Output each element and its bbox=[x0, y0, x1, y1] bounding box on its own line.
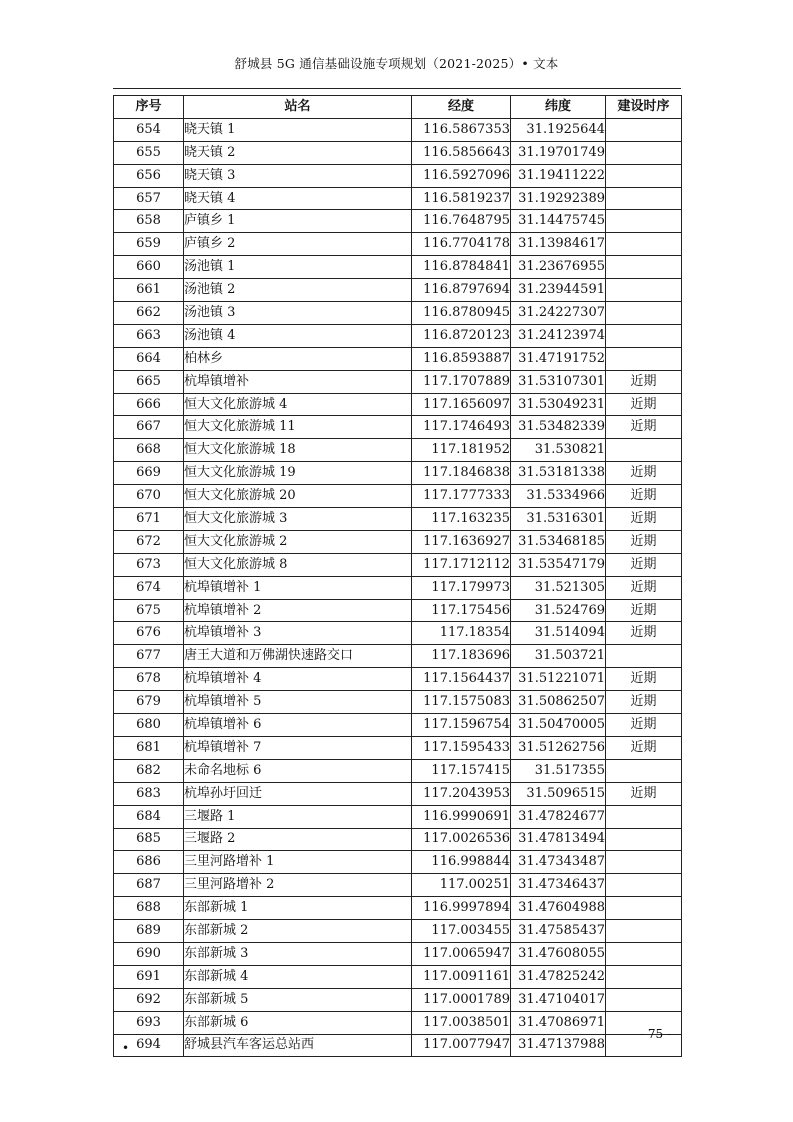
cell-phase bbox=[606, 874, 682, 897]
cell-site-name: 晓天镇 3 bbox=[184, 164, 412, 187]
cell-phase: 近期 bbox=[606, 553, 682, 576]
cell-phase bbox=[606, 118, 682, 141]
cell-phase bbox=[606, 187, 682, 210]
cell-site-name: 恒大文化旅游城 4 bbox=[184, 393, 412, 416]
table-row bbox=[114, 347, 682, 370]
cell-latitude: 31.14475745 bbox=[511, 210, 606, 233]
table-row bbox=[114, 1034, 682, 1057]
table-row bbox=[114, 485, 682, 508]
cell-number: 660 bbox=[114, 256, 184, 279]
cell-phase: 近期 bbox=[606, 508, 682, 531]
cell-phase bbox=[606, 851, 682, 874]
cell-phase bbox=[606, 141, 682, 164]
cell-latitude: 31.47137988 bbox=[511, 1034, 606, 1057]
cell-latitude: 31.23944591 bbox=[511, 279, 606, 302]
table-row bbox=[114, 324, 682, 347]
cell-number: 688 bbox=[114, 897, 184, 920]
cell-site-name: 恒大文化旅游城 8 bbox=[184, 553, 412, 576]
cell-longitude: 116.5856643 bbox=[412, 141, 511, 164]
cell-number: 682 bbox=[114, 759, 184, 782]
table-row bbox=[114, 920, 682, 943]
cell-site-name: 汤池镇 4 bbox=[184, 324, 412, 347]
cell-phase: 近期 bbox=[606, 393, 682, 416]
table-row bbox=[114, 439, 682, 462]
cell-number: 670 bbox=[114, 485, 184, 508]
cell-site-name: 恒大文化旅游城 18 bbox=[184, 439, 412, 462]
cell-number: 687 bbox=[114, 874, 184, 897]
table-row bbox=[114, 508, 682, 531]
cell-site-name: 三堰路 1 bbox=[184, 805, 412, 828]
cell-latitude: 31.51221071 bbox=[511, 668, 606, 691]
table-row bbox=[114, 233, 682, 256]
cell-longitude: 117.1656097 bbox=[412, 393, 511, 416]
cell-longitude: 117.1564437 bbox=[412, 668, 511, 691]
header-rule bbox=[113, 88, 681, 89]
cell-phase: 近期 bbox=[606, 714, 682, 737]
cell-latitude: 31.521305 bbox=[511, 576, 606, 599]
cell-longitude: 117.1596754 bbox=[412, 714, 511, 737]
cell-number: 676 bbox=[114, 622, 184, 645]
cell-latitude: 31.19411222 bbox=[511, 164, 606, 187]
table-row bbox=[114, 622, 682, 645]
cell-phase bbox=[606, 233, 682, 256]
cell-latitude: 31.47086971 bbox=[511, 1011, 606, 1034]
cell-phase: 近期 bbox=[606, 622, 682, 645]
cell-longitude: 116.5819237 bbox=[412, 187, 511, 210]
cell-number: 680 bbox=[114, 714, 184, 737]
table-row bbox=[114, 805, 682, 828]
footer-mark: • bbox=[122, 1041, 130, 1055]
page-number: - 75 - bbox=[640, 1027, 672, 1041]
cell-longitude: 116.5867353 bbox=[412, 118, 511, 141]
cell-longitude: 117.0091161 bbox=[412, 965, 511, 988]
cell-phase: 近期 bbox=[606, 530, 682, 553]
cell-site-name: 杭埠镇增补 3 bbox=[184, 622, 412, 645]
cell-number: 659 bbox=[114, 233, 184, 256]
cell-number: 663 bbox=[114, 324, 184, 347]
cell-number: 685 bbox=[114, 828, 184, 851]
table-row bbox=[114, 576, 682, 599]
cell-phase bbox=[606, 828, 682, 851]
cell-site-name: 恒大文化旅游城 3 bbox=[184, 508, 412, 531]
table-row bbox=[114, 942, 682, 965]
cell-longitude: 117.1636927 bbox=[412, 530, 511, 553]
cell-latitude: 31.47604988 bbox=[511, 897, 606, 920]
cell-longitude: 116.9997894 bbox=[412, 897, 511, 920]
cell-longitude: 117.183696 bbox=[412, 645, 511, 668]
table-header-row bbox=[114, 96, 682, 119]
cell-phase bbox=[606, 759, 682, 782]
cell-latitude: 31.53181338 bbox=[511, 462, 606, 485]
cell-latitude: 31.47825242 bbox=[511, 965, 606, 988]
table-row bbox=[114, 668, 682, 691]
cell-site-name: 晓天镇 1 bbox=[184, 118, 412, 141]
cell-phase: 近期 bbox=[606, 485, 682, 508]
cell-phase bbox=[606, 347, 682, 370]
cell-site-name: 汤池镇 2 bbox=[184, 279, 412, 302]
cell-number: 692 bbox=[114, 988, 184, 1011]
cell-longitude: 117.0026536 bbox=[412, 828, 511, 851]
cell-phase: 近期 bbox=[606, 599, 682, 622]
cell-latitude: 31.514094 bbox=[511, 622, 606, 645]
cell-number: 657 bbox=[114, 187, 184, 210]
site-table bbox=[113, 95, 682, 1057]
table-row bbox=[114, 714, 682, 737]
cell-longitude: 117.1712112 bbox=[412, 553, 511, 576]
cell-number: 668 bbox=[114, 439, 184, 462]
table-row bbox=[114, 256, 682, 279]
cell-site-name: 恒大文化旅游城 11 bbox=[184, 416, 412, 439]
page-header: 舒城县 5G 通信基础设施专项规划（2021-2025）• 文本 bbox=[234, 56, 559, 71]
cell-site-name: 杭埠镇增补 4 bbox=[184, 668, 412, 691]
cell-number: 693 bbox=[114, 1011, 184, 1034]
cell-site-name: 东部新城 2 bbox=[184, 920, 412, 943]
cell-phase bbox=[606, 920, 682, 943]
cell-number: 681 bbox=[114, 736, 184, 759]
cell-site-name: 恒大文化旅游城 2 bbox=[184, 530, 412, 553]
cell-latitude: 31.47191752 bbox=[511, 347, 606, 370]
table-row bbox=[114, 691, 682, 714]
cell-longitude: 117.1595433 bbox=[412, 736, 511, 759]
cell-phase bbox=[606, 942, 682, 965]
table-row bbox=[114, 874, 682, 897]
table-row bbox=[114, 965, 682, 988]
cell-longitude: 116.8784841 bbox=[412, 256, 511, 279]
cell-site-name: 杭埠镇增补 6 bbox=[184, 714, 412, 737]
cell-number: 672 bbox=[114, 530, 184, 553]
cell-latitude: 31.5096515 bbox=[511, 782, 606, 805]
cell-phase: 近期 bbox=[606, 576, 682, 599]
cell-longitude: 117.157415 bbox=[412, 759, 511, 782]
cell-longitude: 117.1777333 bbox=[412, 485, 511, 508]
col-header-longitude: 经度 bbox=[412, 96, 511, 119]
cell-number: 666 bbox=[114, 393, 184, 416]
table-body bbox=[114, 118, 682, 1057]
cell-number: 683 bbox=[114, 782, 184, 805]
cell-longitude: 116.8797694 bbox=[412, 279, 511, 302]
cell-site-name: 东部新城 3 bbox=[184, 942, 412, 965]
table-row bbox=[114, 645, 682, 668]
col-header-phase: 建设时序 bbox=[606, 96, 682, 119]
cell-longitude: 116.8593887 bbox=[412, 347, 511, 370]
cell-latitude: 31.19701749 bbox=[511, 141, 606, 164]
cell-number: 679 bbox=[114, 691, 184, 714]
cell-latitude: 31.19292389 bbox=[511, 187, 606, 210]
cell-longitude: 117.163235 bbox=[412, 508, 511, 531]
cell-phase: 近期 bbox=[606, 668, 682, 691]
table-row bbox=[114, 279, 682, 302]
cell-site-name: 杭埠镇增补 1 bbox=[184, 576, 412, 599]
cell-number: 658 bbox=[114, 210, 184, 233]
cell-longitude: 117.0001789 bbox=[412, 988, 511, 1011]
cell-longitude: 117.1575083 bbox=[412, 691, 511, 714]
cell-phase: 近期 bbox=[606, 736, 682, 759]
table-row bbox=[114, 599, 682, 622]
cell-latitude: 31.13984617 bbox=[511, 233, 606, 256]
cell-phase bbox=[606, 439, 682, 462]
cell-longitude: 116.5927096 bbox=[412, 164, 511, 187]
cell-number: 691 bbox=[114, 965, 184, 988]
table-row bbox=[114, 828, 682, 851]
col-header-site-name: 站名 bbox=[184, 96, 412, 119]
cell-number: 673 bbox=[114, 553, 184, 576]
cell-site-name: 东部新城 4 bbox=[184, 965, 412, 988]
table-row bbox=[114, 736, 682, 759]
cell-latitude: 31.23676955 bbox=[511, 256, 606, 279]
cell-number: 669 bbox=[114, 462, 184, 485]
table-row bbox=[114, 851, 682, 874]
cell-phase: 近期 bbox=[606, 370, 682, 393]
table-row bbox=[114, 118, 682, 141]
cell-number: 662 bbox=[114, 302, 184, 325]
cell-longitude: 117.1846838 bbox=[412, 462, 511, 485]
cell-site-name: 庐镇乡 1 bbox=[184, 210, 412, 233]
cell-site-name: 舒城县汽车客运总站西 bbox=[184, 1034, 412, 1057]
cell-phase bbox=[606, 256, 682, 279]
cell-latitude: 31.47608055 bbox=[511, 942, 606, 965]
cell-latitude: 31.24227307 bbox=[511, 302, 606, 325]
table-row bbox=[114, 393, 682, 416]
cell-latitude: 31.47813494 bbox=[511, 828, 606, 851]
table-row bbox=[114, 530, 682, 553]
table-row bbox=[114, 302, 682, 325]
table-row bbox=[114, 1011, 682, 1034]
table-row bbox=[114, 988, 682, 1011]
cell-site-name: 三里河路增补 2 bbox=[184, 874, 412, 897]
table-row bbox=[114, 897, 682, 920]
cell-number: 690 bbox=[114, 942, 184, 965]
cell-phase: 近期 bbox=[606, 782, 682, 805]
cell-number: 677 bbox=[114, 645, 184, 668]
cell-latitude: 31.50470005 bbox=[511, 714, 606, 737]
cell-number: 665 bbox=[114, 370, 184, 393]
cell-longitude: 116.7648795 bbox=[412, 210, 511, 233]
cell-number: 661 bbox=[114, 279, 184, 302]
cell-latitude: 31.47824677 bbox=[511, 805, 606, 828]
cell-longitude: 116.8780945 bbox=[412, 302, 511, 325]
cell-latitude: 31.1925644 bbox=[511, 118, 606, 141]
cell-number: 655 bbox=[114, 141, 184, 164]
table-row bbox=[114, 187, 682, 210]
cell-latitude: 31.53482339 bbox=[511, 416, 606, 439]
cell-latitude: 31.53547179 bbox=[511, 553, 606, 576]
cell-phase bbox=[606, 965, 682, 988]
cell-latitude: 31.5334966 bbox=[511, 485, 606, 508]
cell-latitude: 31.47585437 bbox=[511, 920, 606, 943]
cell-number: 678 bbox=[114, 668, 184, 691]
cell-longitude: 117.0038501 bbox=[412, 1011, 511, 1034]
cell-site-name: 杭埠镇增补 2 bbox=[184, 599, 412, 622]
cell-phase: 近期 bbox=[606, 462, 682, 485]
cell-longitude: 116.7704178 bbox=[412, 233, 511, 256]
cell-site-name: 唐王大道和万佛湖快速路交口 bbox=[184, 645, 412, 668]
cell-longitude: 117.0065947 bbox=[412, 942, 511, 965]
cell-site-name: 杭埠镇增补 5 bbox=[184, 691, 412, 714]
cell-latitude: 31.53468185 bbox=[511, 530, 606, 553]
cell-phase: 近期 bbox=[606, 691, 682, 714]
cell-site-name: 汤池镇 1 bbox=[184, 256, 412, 279]
cell-longitude: 117.00251 bbox=[412, 874, 511, 897]
cell-phase bbox=[606, 210, 682, 233]
cell-latitude: 31.53107301 bbox=[511, 370, 606, 393]
cell-site-name: 柏林乡 bbox=[184, 347, 412, 370]
cell-site-name: 恒大文化旅游城 20 bbox=[184, 485, 412, 508]
table-row bbox=[114, 782, 682, 805]
cell-site-name: 未命名地标 6 bbox=[184, 759, 412, 782]
cell-site-name: 晓天镇 2 bbox=[184, 141, 412, 164]
cell-number: 654 bbox=[114, 118, 184, 141]
cell-longitude: 116.9990691 bbox=[412, 805, 511, 828]
col-header-latitude: 纬度 bbox=[511, 96, 606, 119]
cell-latitude: 31.503721 bbox=[511, 645, 606, 668]
table-row bbox=[114, 759, 682, 782]
cell-phase bbox=[606, 279, 682, 302]
cell-latitude: 31.47346437 bbox=[511, 874, 606, 897]
cell-phase: 近期 bbox=[606, 416, 682, 439]
cell-longitude: 117.18354 bbox=[412, 622, 511, 645]
cell-number: 694 bbox=[114, 1034, 184, 1057]
cell-latitude: 31.24123974 bbox=[511, 324, 606, 347]
cell-site-name: 三里河路增补 1 bbox=[184, 851, 412, 874]
cell-number: 684 bbox=[114, 805, 184, 828]
cell-number: 675 bbox=[114, 599, 184, 622]
cell-latitude: 31.53049231 bbox=[511, 393, 606, 416]
cell-number: 686 bbox=[114, 851, 184, 874]
cell-number: 674 bbox=[114, 576, 184, 599]
cell-site-name: 晓天镇 4 bbox=[184, 187, 412, 210]
cell-longitude: 116.998844 bbox=[412, 851, 511, 874]
cell-phase bbox=[606, 164, 682, 187]
cell-latitude: 31.517355 bbox=[511, 759, 606, 782]
table-row bbox=[114, 416, 682, 439]
cell-latitude: 31.5316301 bbox=[511, 508, 606, 531]
cell-latitude: 31.47343487 bbox=[511, 851, 606, 874]
cell-latitude: 31.530821 bbox=[511, 439, 606, 462]
cell-longitude: 117.2043953 bbox=[412, 782, 511, 805]
cell-longitude: 117.179973 bbox=[412, 576, 511, 599]
table-row bbox=[114, 370, 682, 393]
table-row bbox=[114, 210, 682, 233]
cell-number: 689 bbox=[114, 920, 184, 943]
cell-site-name: 汤池镇 3 bbox=[184, 302, 412, 325]
cell-phase bbox=[606, 324, 682, 347]
cell-latitude: 31.47104017 bbox=[511, 988, 606, 1011]
cell-longitude: 117.1707889 bbox=[412, 370, 511, 393]
cell-site-name: 庐镇乡 2 bbox=[184, 233, 412, 256]
cell-longitude: 117.181952 bbox=[412, 439, 511, 462]
cell-longitude: 117.003455 bbox=[412, 920, 511, 943]
cell-site-name: 东部新城 5 bbox=[184, 988, 412, 1011]
table-row bbox=[114, 462, 682, 485]
cell-site-name: 东部新城 6 bbox=[184, 1011, 412, 1034]
cell-phase bbox=[606, 897, 682, 920]
table-row bbox=[114, 141, 682, 164]
cell-latitude: 31.50862507 bbox=[511, 691, 606, 714]
cell-number: 656 bbox=[114, 164, 184, 187]
cell-phase bbox=[606, 645, 682, 668]
cell-longitude: 116.8720123 bbox=[412, 324, 511, 347]
cell-phase bbox=[606, 805, 682, 828]
cell-latitude: 31.524769 bbox=[511, 599, 606, 622]
cell-longitude: 117.0077947 bbox=[412, 1034, 511, 1057]
cell-site-name: 三堰路 2 bbox=[184, 828, 412, 851]
cell-site-name: 东部新城 1 bbox=[184, 897, 412, 920]
col-header-number: 序号 bbox=[114, 96, 184, 119]
cell-longitude: 117.175456 bbox=[412, 599, 511, 622]
cell-site-name: 恒大文化旅游城 19 bbox=[184, 462, 412, 485]
cell-latitude: 31.51262756 bbox=[511, 736, 606, 759]
cell-site-name: 杭埠孙圩回迁 bbox=[184, 782, 412, 805]
table-row bbox=[114, 164, 682, 187]
cell-number: 664 bbox=[114, 347, 184, 370]
cell-phase bbox=[606, 988, 682, 1011]
cell-site-name: 杭埠镇增补 bbox=[184, 370, 412, 393]
cell-longitude: 117.1746493 bbox=[412, 416, 511, 439]
cell-phase bbox=[606, 302, 682, 325]
table-row bbox=[114, 553, 682, 576]
cell-site-name: 杭埠镇增补 7 bbox=[184, 736, 412, 759]
cell-number: 671 bbox=[114, 508, 184, 531]
cell-number: 667 bbox=[114, 416, 184, 439]
